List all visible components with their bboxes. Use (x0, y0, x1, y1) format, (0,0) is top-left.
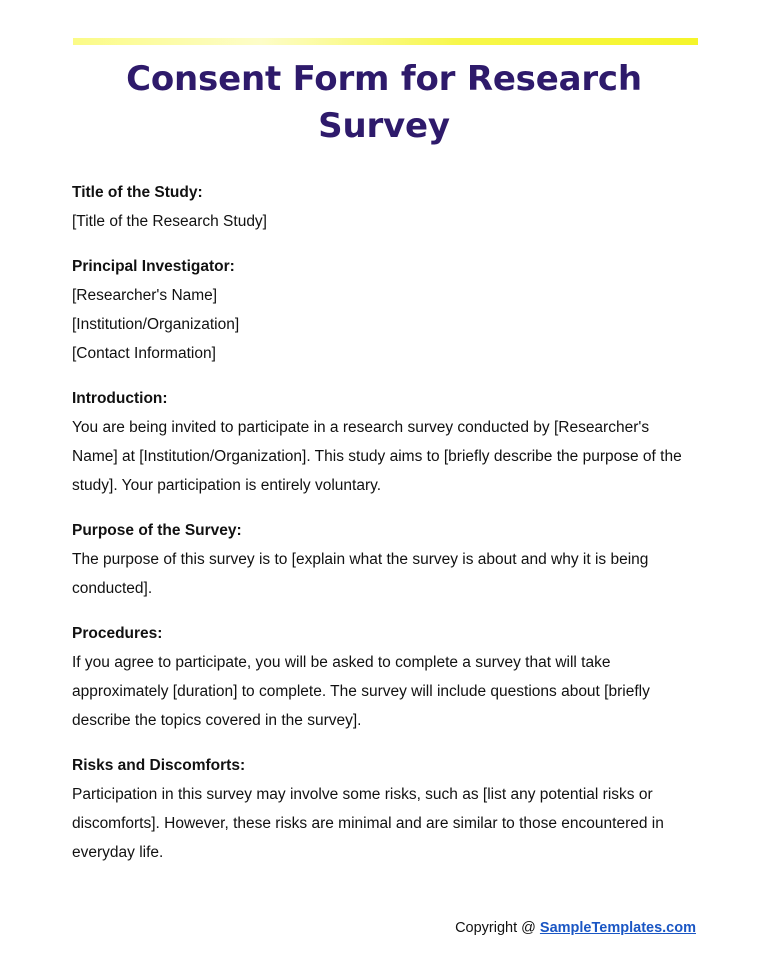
section-purpose (72, 516, 692, 603)
section-label: Introduction: (72, 390, 168, 407)
contact-info-value: [Contact Information] (72, 345, 216, 362)
copyright-prefix: Copyright @ (455, 920, 540, 936)
section-label: Risks and Discomforts: (72, 757, 246, 774)
sampletemplates-link[interactable]: SampleTemplates.com (539, 920, 696, 936)
section-procedures (72, 619, 692, 735)
risks-text: Participation in this survey may involve some risks, such as [list any potential risks or discomforts]. However, these risks are minimal and are similar to those encountered in everyday life. (72, 786, 664, 861)
section-principal-investigator (72, 252, 692, 368)
institution-value: [Institution/Organization] (72, 316, 240, 333)
section-introduction (72, 384, 692, 500)
copyright-footer (455, 917, 696, 939)
purpose-text: The purpose of this survey is to [explain what the survey is about and why it is being conducted]. (72, 551, 649, 597)
top-accent-bar (73, 38, 698, 45)
procedures-text: If you agree to participate, you will be asked to complete a survey that will take approximately [duration] to complete. The survey will include questions about [briefly describe the topics covered in the survey]. (72, 654, 650, 729)
section-label: Procedures: (72, 625, 163, 642)
section-study-title (72, 178, 692, 236)
form-content (72, 178, 692, 883)
study-title-value: [Title of the Research Study] (72, 213, 267, 230)
page-title: Consent Form for Research Survey (126, 59, 642, 146)
section-label: Principal Investigator: (72, 258, 235, 275)
section-label: Purpose of the Survey: (72, 522, 242, 539)
introduction-text: You are being invited to participate in a research survey conducted by [Researcher's Name] at [Institution/Organization]. This study aims to [briefly describe the purpose of the study]. Your participation is entirely voluntary. (72, 419, 682, 494)
section-label: Title of the Study: (72, 184, 203, 201)
researcher-name-value: [Researcher's Name] (72, 287, 218, 304)
section-risks (72, 751, 692, 867)
